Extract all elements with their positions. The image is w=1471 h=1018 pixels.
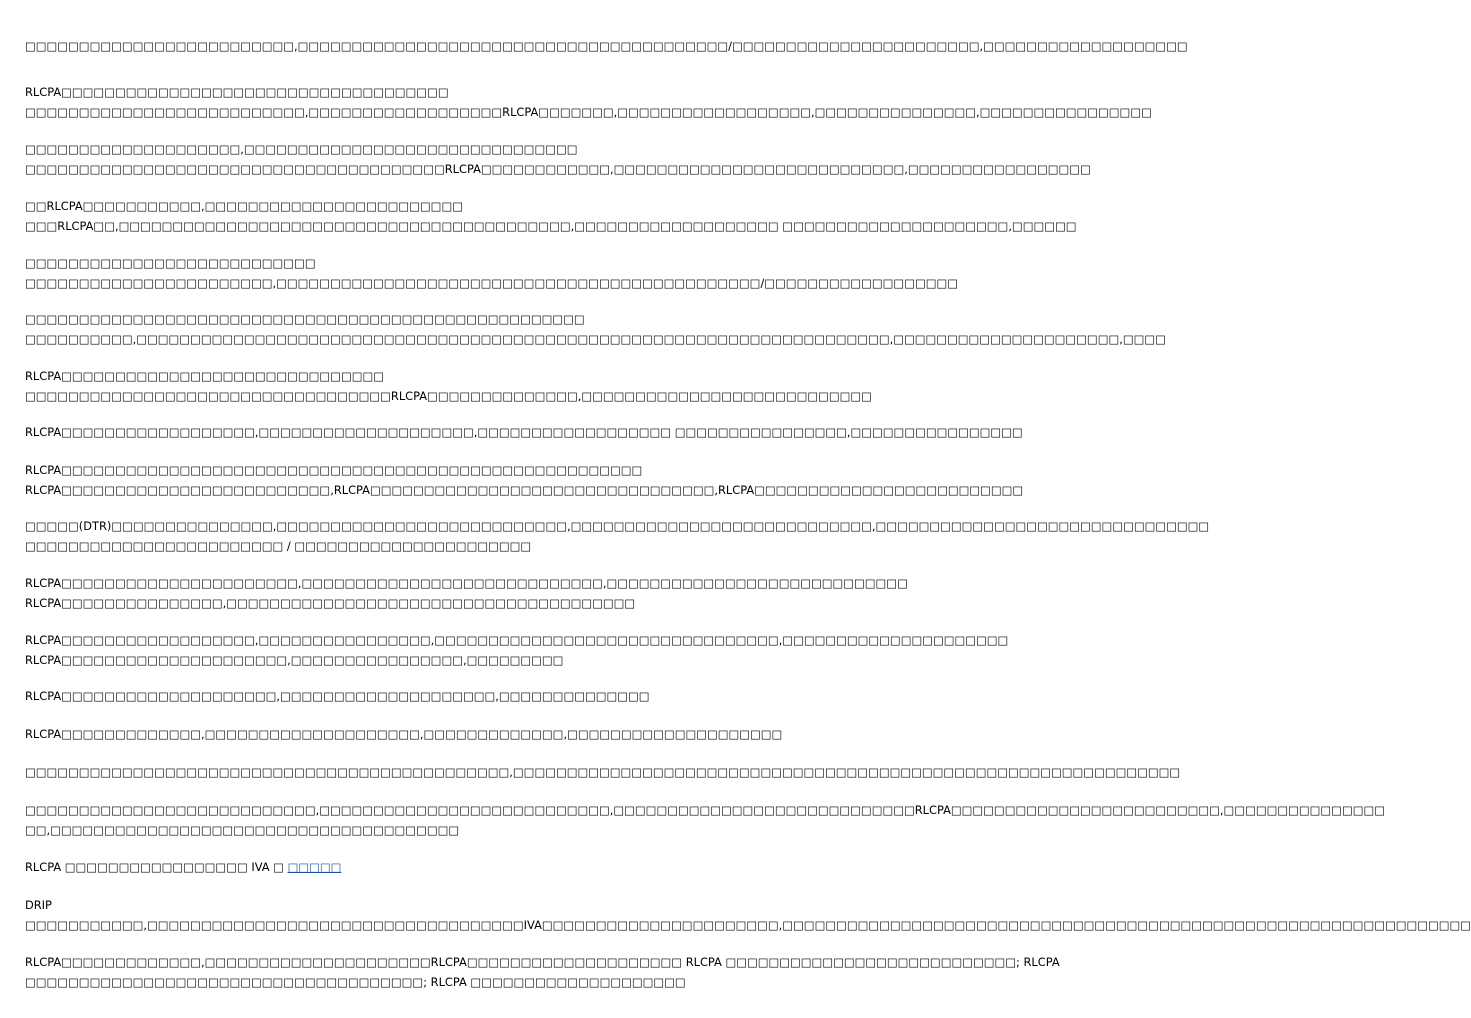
paragraph-9-line-1: RLCPA□□□□□□□□□□□□□□□□□□□□□□□□□□□□□□□□□□□□□□□□□□□□□□□□□□□□□□	[25, 463, 643, 477]
paragraph-6-line-1: □□□□□□□□□□□□□□□□□□□□□□□□□□□□□□□□□□□□□□□□□□□□□□□□□□□□	[25, 312, 585, 326]
paragraph-18-line-1: DRIP	[25, 898, 52, 912]
paragraph-16	[25, 800, 1385, 840]
paragraph-11	[25, 573, 908, 613]
paragraph-15-line-1: □□□□□□□□□□□□□□□□□□□□□□□□□□□□□□□□□□□□□□□□□□□□□,□□□□□□□□□□□□□□□□□□□□□□□□□□□□□□□□□□□□□□□□□□□□□□□□□□□□□□□□□□□□□□	[25, 765, 1181, 779]
paragraph-17-text: RLCPA □□□□□□□□□□□□□□□□□ IVA □	[25, 860, 288, 874]
paragraph-3	[25, 139, 1091, 179]
paragraph-14	[25, 724, 783, 744]
paragraph-18-line-2: □□□□□□□□□□□,□□□□□□□□□□□□□□□□□□□□□□□□□□□□□□□□□□□IVA□□□□□□□□□□□□□□□□□□□□□□,□□□□□□□□□□□□□□□□□□□□□□□□□□□□□□□□□□□□□□□□□□□□□□□□□□□□□□□□□□□□□□□□	[25, 918, 1471, 932]
paragraph-3-line-1: □□□□□□□□□□□□□□□□□□□□,□□□□□□□□□□□□□□□□□□□□□□□□□□□□□□□	[25, 142, 578, 156]
paragraph-7	[25, 366, 872, 406]
paragraph-3-line-2: □□□□□□□□□□□□□□□□□□□□□□□□□□□□□□□□□□□□□□□RLCPA□□□□□□□□□□□□,□□□□□□□□□□□□□□□□□□□□□□□□□□□,□□□□□□□□□□□□□□□□□	[25, 162, 1091, 176]
paragraph-5-line-2: □□□□□□□□□□□□□□□□□□□□□□□,□□□□□□□□□□□□□□□□□□□□□□□□□□□□□□□□□□□□□□□□□□□□□/□□□□□□□□□□□□□□□□□□	[25, 276, 959, 290]
paragraph-4-line-1: □□RLCPA□□□□□□□□□□□,□□□□□□□□□□□□□□□□□□□□□□□□	[25, 199, 463, 213]
paragraph-2-line-2: □□□□□□□□□□□□□□□□□□□□□□□□□□,□□□□□□□□□□□□□□□□□□RLCPA□□□□□□□,□□□□□□□□□□□□□□□□□□,□□□□□□□□□□□□□□□,□□□□□□□□□□□□□□□□	[25, 105, 1152, 119]
paragraph-1	[25, 36, 1188, 56]
paragraph-13	[25, 686, 697, 706]
paragraph-19	[25, 952, 1060, 992]
paragraph-16-line-2: □□,□□□□□□□□□□□□□□□□□□□□□□□□□□□□□□□□□□□□□□	[25, 823, 460, 837]
paragraph-18	[25, 895, 1471, 935]
paragraph-17-line-1	[25, 857, 697, 877]
paragraph-19-line-2: □□□□□□□□□□□□□□□□□□□□□□□□□□□□□□□□□□□□□; RLCPA □□□□□□□□□□□□□□□□□□□□	[25, 975, 686, 989]
paragraph-13-line-1: RLCPA□□□□□□□□□□□□□□□□□□□□,□□□□□□□□□□□□□□□□□□□□,□□□□□□□□□□□□□□	[25, 689, 650, 703]
paragraph-8	[25, 422, 1023, 442]
paragraph-5	[25, 253, 959, 293]
paragraph-5-line-1: □□□□□□□□□□□□□□□□□□□□□□□□□□□	[25, 256, 316, 270]
paragraph-10-line-1: □□□□□(DTR)□□□□□□□□□□□□□□□,□□□□□□□□□□□□□□□□□□□□□□□□□□□,□□□□□□□□□□□□□□□□□□□□□□□□□□□□,□□□□□□□□□□□□□□□□□□□□□□□□□□□□□□□	[25, 519, 1210, 533]
paragraph-14-line-1: RLCPA□□□□□□□□□□□□□,□□□□□□□□□□□□□□□□□□□□,□□□□□□□□□□□□□,□□□□□□□□□□□□□□□□□□□□	[25, 727, 783, 741]
paragraph-6-line-2: □□□□□□□□□□,□□□□□□□□□□□□□□□□□□□□□□□□□□□□□□□□□□□□□□□□□□□□□□□□□□□□□□□□□□□□□□□□□□□□□□,□□□□□□□□□□□□□□□□□□□□□,□□□□	[25, 332, 1166, 346]
paragraph-8-line-1: RLCPA□□□□□□□□□□□□□□□□□□,□□□□□□□□□□□□□□□□□□□□,□□□□□□□□□□□□□□□□□□ □□□□□□□□□□□□□□□□,□□□□□□□□□□□□□□□□	[25, 425, 1023, 439]
paragraph-2-line-1: RLCPA□□□□□□□□□□□□□□□□□□□□□□□□□□□□□□□□□□□□	[25, 85, 449, 99]
paragraph-17	[25, 857, 697, 877]
paragraph-11-line-2: RLCPA□□□□□□□□□□□□□□□,□□□□□□□□□□□□□□□□□□□□□□□□□□□□□□□□□□□□□□	[25, 596, 636, 610]
paragraph-12	[25, 630, 1009, 670]
paragraph-9-line-2: RLCPA□□□□□□□□□□□□□□□□□□□□□□□□□,RLCPA□□□□□□□□□□□□□□□□□□□□□□□□□□□□□□□□,RLCPA□□□□□□□□□□□□□□□□□□□□□□□□□	[25, 483, 1024, 497]
paragraph-15	[25, 762, 1181, 782]
paragraph-10-line-2: □□□□□□□□□□□□□□□□□□□□□□□□ / □□□□□□□□□□□□□□□□□□□□□□	[25, 539, 532, 553]
paragraph-10	[25, 516, 1210, 556]
paragraph-4	[25, 196, 1077, 236]
paragraph-12-line-1: RLCPA□□□□□□□□□□□□□□□□□□,□□□□□□□□□□□□□□□□,□□□□□□□□□□□□□□□□□□□□□□□□□□□□□□□□,□□□□□□□□□□□□□□□□□□□□□	[25, 633, 1009, 647]
paragraph-2	[25, 82, 1152, 122]
paragraph-1-line-1: □□□□□□□□□□□□□□□□□□□□□□□□□,□□□□□□□□□□□□□□□□□□□□□□□□□□□□□□□□□□□□□□□□/□□□□□□□□□□□□□□□□□□□□□□□,□□□□□□□□□□□□□□□□□□□	[25, 39, 1188, 53]
inline-link[interactable]: □□□□□	[287, 860, 342, 874]
paragraph-6	[25, 309, 1166, 349]
paragraph-19-line-1: RLCPA□□□□□□□□□□□□□,□□□□□□□□□□□□□□□□□□□□□RLCPA□□□□□□□□□□□□□□□□□□□□ RLCPA □□□□□□□□□□□□□□□□□□□□□□□□□□□; RLCPA	[25, 955, 1060, 969]
paragraph-4-line-2: □□□RLCPA□□,□□□□□□□□□□□□□□□□□□□□□□□□□□□□□□□□□□□□□□□□□□,□□□□□□□□□□□□□□□□□□□ □□□□□□□□□□□□□□□□□□□□□,□□□□□□	[25, 219, 1077, 233]
paragraph-9	[25, 460, 1024, 500]
paragraph-7-line-2: □□□□□□□□□□□□□□□□□□□□□□□□□□□□□□□□□□RLCPA□□□□□□□□□□□□□□,□□□□□□□□□□□□□□□□□□□□□□□□□□□	[25, 389, 872, 403]
paragraph-12-line-2: RLCPA□□□□□□□□□□□□□□□□□□□□□,□□□□□□□□□□□□□□□□,□□□□□□□□□	[25, 653, 564, 667]
paragraph-16-line-1: □□□□□□□□□□□□□□□□□□□□□□□□□□□,□□□□□□□□□□□□□□□□□□□□□□□□□□□,□□□□□□□□□□□□□□□□□□□□□□□□□□□□RLCPA□□□□□□□□□□□□□□□□□□□□□□□□□,□□□□□□□□□□□□□□□	[25, 803, 1385, 817]
paragraph-7-line-1: RLCPA□□□□□□□□□□□□□□□□□□□□□□□□□□□□□□	[25, 369, 385, 383]
paragraph-11-line-1: RLCPA□□□□□□□□□□□□□□□□□□□□□□,□□□□□□□□□□□□□□□□□□□□□□□□□□□□,□□□□□□□□□□□□□□□□□□□□□□□□□□□□	[25, 576, 908, 590]
